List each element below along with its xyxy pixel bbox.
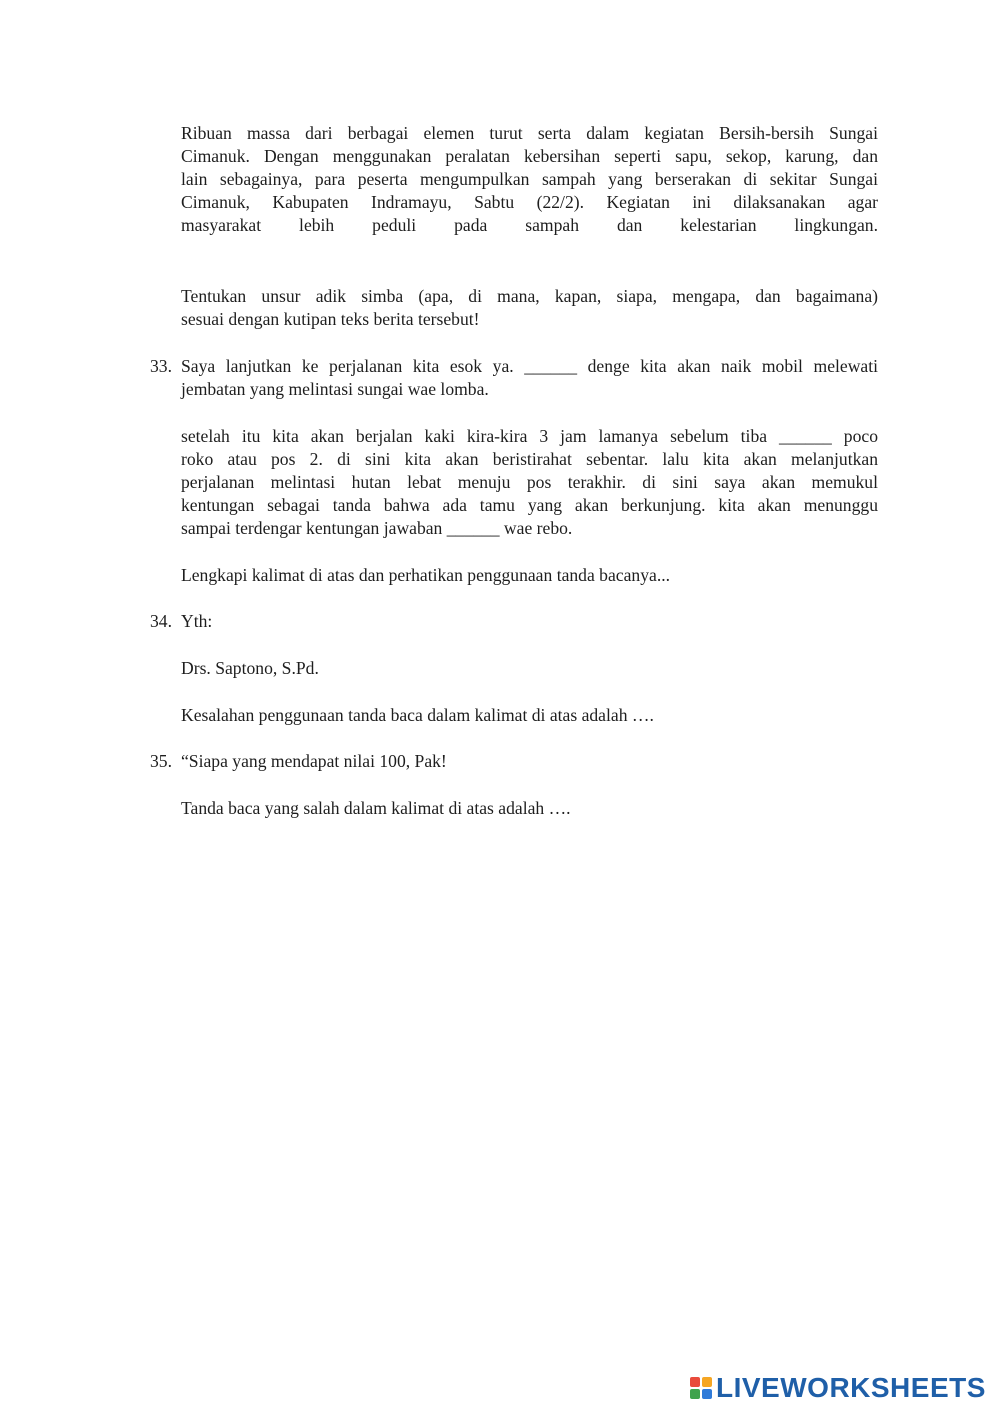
instruction-line: Tentukan unsur adik simba (apa, di mana, kapan, siapa, mengapa, dan bagaimana) [181,286,878,306]
paragraph-line: setelah itu kita akan berjalan kaki kira-kira 3 jam lamanya sebelum tiba ______ poco [181,426,878,446]
question-line: jembatan yang melintasi sungai wae lomba. [181,379,489,399]
question-line: Saya lanjutkan ke perjalanan kita esok ya. ______ denge kita akan naik mobil melewati [181,356,878,376]
question-33-paragraph [181,425,878,540]
logo-tile [702,1389,712,1399]
news-passage [181,122,878,237]
passage-line: Ribuan massa dari berbagai elemen turut serta dalam kegiatan Bersih-bersih Sungai [181,123,878,143]
logo-tile [702,1377,712,1387]
liveworksheets-logo [690,1374,986,1402]
question-number-34: 34. [150,611,172,631]
question-33-instruction: Lengkapi kalimat di atas dan perhatikan penggunaan tanda bacanya... [181,565,671,585]
liveworksheets-logo-text: LIVEWORKSHEETS [716,1372,986,1403]
passage-line: masyarakat lebih peduli pada sampah dan kelestarian lingkungan. [181,215,878,235]
passage-instruction [181,285,878,331]
logo-tile [690,1389,700,1399]
passage-line: Cimanuk, Kabupaten Indramayu, Sabtu (22/2). Kegiatan ini dilaksanakan agar [181,192,878,212]
logo-tile [690,1377,700,1387]
question-33-text [181,355,878,401]
passage-line: Cimanuk. Dengan menggunakan peralatan kebersihan seperti sapu, sekop, karung, dan [181,146,878,166]
question-number-35: 35. [150,751,172,771]
paragraph-line: perjalanan melintasi hutan lebat menuju pos terakhir. di sini saya akan memukul [181,472,878,492]
question-35-instruction: Tanda baca yang salah dalam kalimat di atas adalah …. [181,798,571,818]
question-number-33: 33. [150,356,172,376]
question-34-name: Drs. Saptono, S.Pd. [181,658,319,678]
paragraph-line: sampai terdengar kentungan jawaban ______ wae rebo. [181,518,573,538]
paragraph-line: kentungan sebagai tanda bahwa ada tamu yang akan berkunjung. kita akan menunggu [181,495,878,515]
question-34-text: Yth: [181,611,213,631]
instruction-line: sesuai dengan kutipan teks berita tersebut! [181,309,480,329]
paragraph-line: roko atau pos 2. di sini kita akan beristirahat sebentar. lalu kita akan melanjutkan [181,449,878,469]
liveworksheets-logo-icon [690,1377,712,1399]
question-34-instruction: Kesalahan penggunaan tanda baca dalam kalimat di atas adalah …. [181,705,654,725]
question-35-text: “Siapa yang mendapat nilai 100, Pak! [181,751,447,771]
passage-line: lain sebagainya, para peserta mengumpulkan sampah yang berserakan di sekitar Sungai [181,169,878,189]
